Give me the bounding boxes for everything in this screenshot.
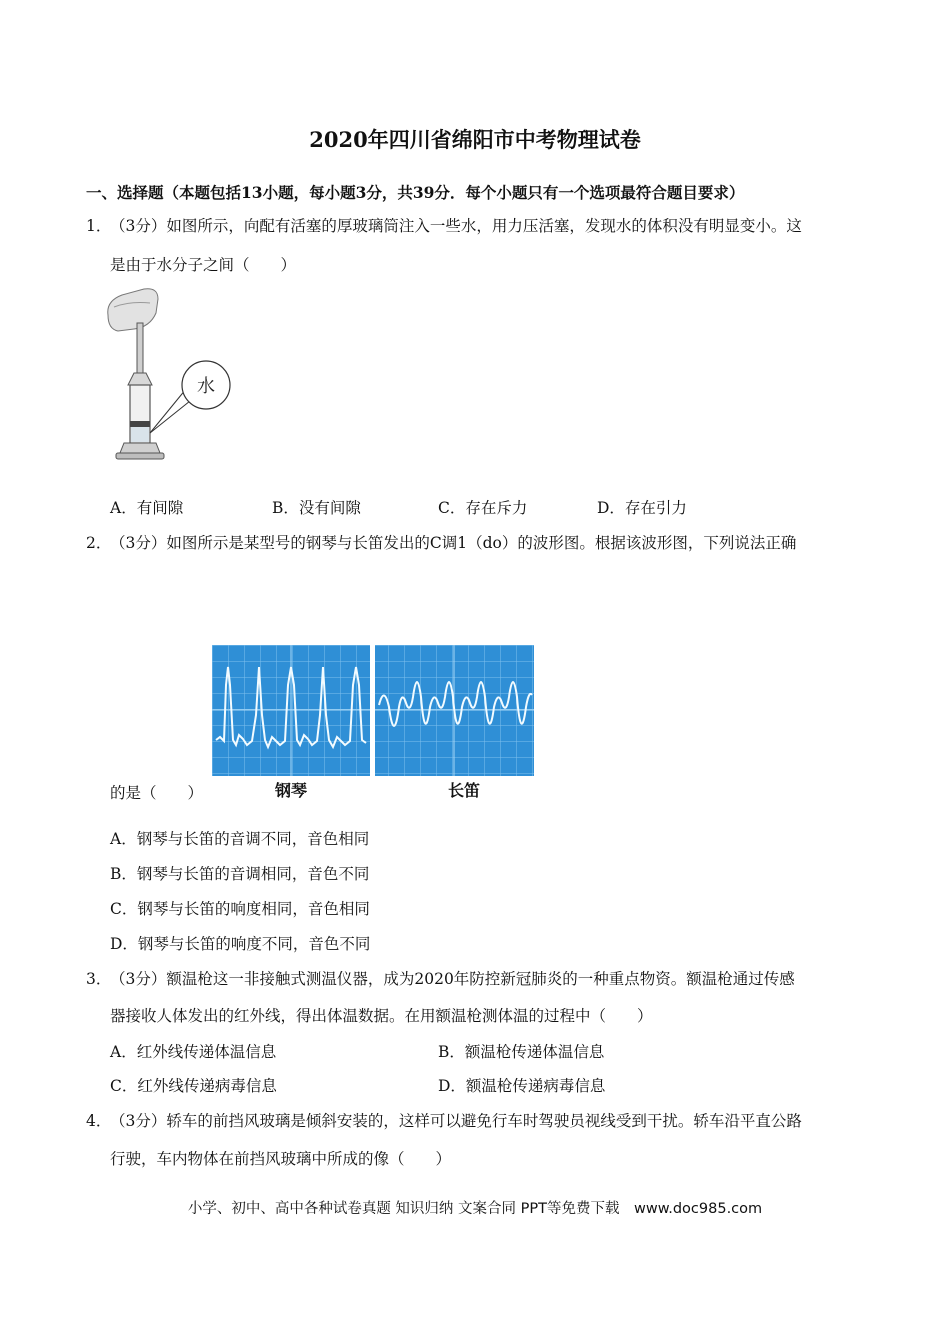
question-4-line-2: 行驶，车内物体在前挡风玻璃中所成的像（ ） (110, 1150, 452, 1168)
question-2-line-2: 的是（ ） (110, 784, 204, 802)
question-1-option-d: D．存在引力 (597, 499, 687, 517)
section-heading: 一、选择题（本题包括13小题，每小题3分，共39分．每个小题只有一个选项最符合题目要求） (86, 183, 745, 202)
question-3-option-b: B．额温枪传递体温信息 (438, 1043, 605, 1061)
piston-rod (137, 323, 143, 381)
question-1-line-1 (86, 215, 802, 237)
question-1-number: 1． (86, 217, 112, 235)
question-3-line-1 (86, 968, 795, 990)
question-2-number: 2． (86, 534, 112, 552)
question-3-option-d: D．额温枪传递病毒信息 (438, 1077, 606, 1095)
flute-caption: 长笛 (448, 781, 481, 800)
question-4-text-1: （3分）轿车的前挡风玻璃是倾斜安装的，这样可以避免行车时驾驶员视线受到干扰。轿车沿平直公路 (110, 1112, 802, 1130)
hand-icon (108, 289, 158, 331)
piston-cylinder-figure (100, 285, 250, 470)
page-footer: 小学、初中、高中各种试卷真题 知识归纳 文案合同 PPT等免费下载 www.doc985.com (187, 1201, 763, 1217)
question-1-option-b: B．没有间隙 (272, 499, 361, 517)
question-2-option-d: D．钢琴与长笛的响度不同，音色不同 (110, 935, 371, 953)
question-2-option-b: B．钢琴与长笛的音调相同，音色不同 (110, 865, 370, 883)
piano-caption: 钢琴 (275, 781, 308, 800)
question-1-option-a: A．有间隙 (110, 499, 184, 517)
page-title: 2020年四川省绵阳市中考物理试卷 (309, 127, 641, 152)
question-2-option-a: A．钢琴与长笛的音调不同，音色相同 (110, 830, 370, 848)
piston (130, 421, 150, 427)
question-4-number: 4． (86, 1112, 112, 1130)
question-3-text-1: （3分）额温枪这一非接触式测温仪器，成为2020年防控新冠肺炎的一种重点物资。额温枪通过传感 (110, 970, 795, 988)
question-3-line-2: 器接收人体发出的红外线，得出体温数据。在用额温枪测体温的过程中（ ） (110, 1007, 653, 1025)
question-1-line-2: 是由于水分子之间（ ） (110, 256, 297, 274)
question-1-option-c: C．存在斥力 (438, 499, 528, 517)
question-1-text-1: （3分）如图所示，向配有活塞的厚玻璃筒注入一些水，用力压活塞，发现水的体积没有明显变小。这 (110, 217, 802, 235)
question-3-option-a: A．红外线传递体温信息 (110, 1043, 277, 1061)
question-3-number: 3． (86, 970, 112, 988)
question-2-option-c: C．钢琴与长笛的响度相同，音色相同 (110, 900, 370, 918)
question-3-option-c: C．红外线传递病毒信息 (110, 1077, 277, 1095)
water-label: 水 (197, 376, 215, 397)
question-2-text-1: （3分）如图所示是某型号的钢琴与长笛发出的C调1（do）的波形图。根据该波形图，下列说法正确 (110, 534, 797, 552)
question-4-line-1 (86, 1110, 802, 1132)
question-2-line-1 (86, 532, 796, 554)
waveform-figure (212, 645, 534, 776)
